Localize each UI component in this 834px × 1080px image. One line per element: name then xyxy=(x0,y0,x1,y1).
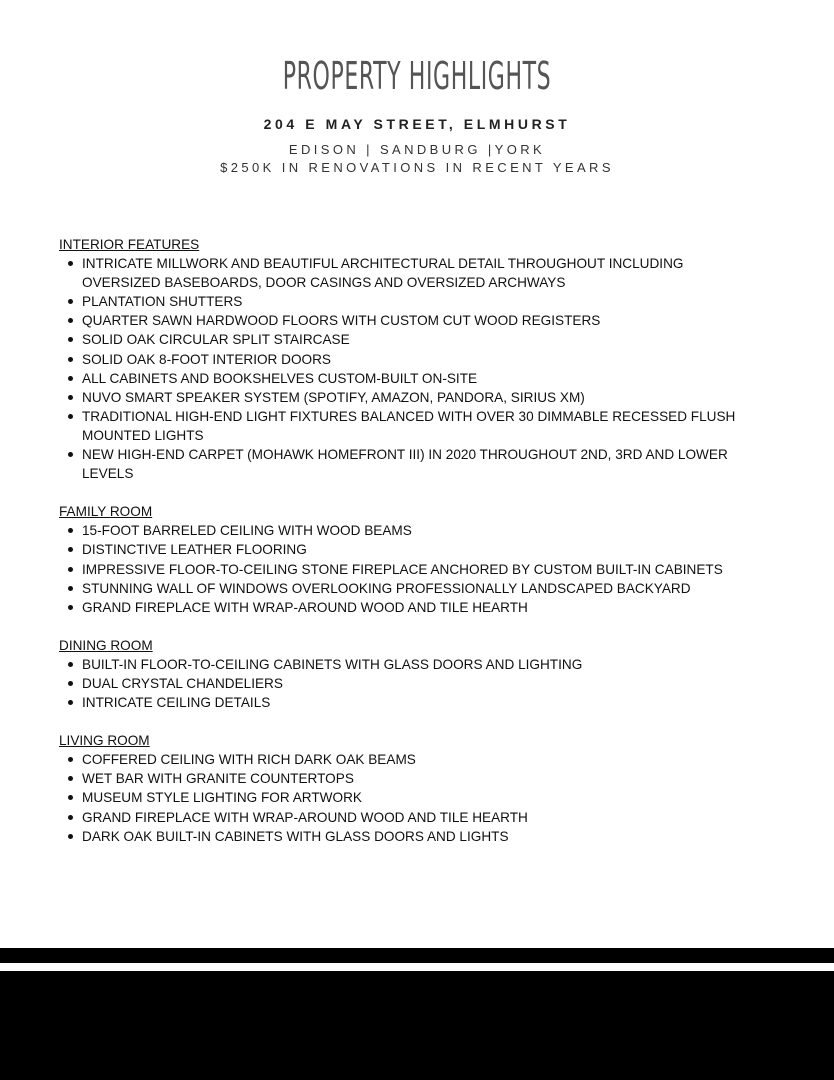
section-family-room xyxy=(59,502,749,617)
list-item: MUSEUM STYLE LIGHTING FOR ARTWORK xyxy=(82,788,749,807)
list-item: BUILT-IN FLOOR-TO-CEILING CABINETS WITH GLASS DOORS AND LIGHTING xyxy=(82,655,749,674)
list-item: SOLID OAK CIRCULAR SPLIT STAIRCASE xyxy=(82,330,749,349)
footer-band xyxy=(0,971,834,1080)
list-item: WET BAR WITH GRANITE COUNTERTOPS xyxy=(82,769,749,788)
list-item: NUVO SMART SPEAKER SYSTEM (SPOTIFY, AMAZON, PANDORA, SIRIUS XM) xyxy=(82,388,749,407)
list-item: DISTINCTIVE LEATHER FLOORING xyxy=(82,540,749,559)
footer-divider-stripe xyxy=(0,948,834,963)
feature-list xyxy=(59,655,749,712)
feature-list xyxy=(59,254,749,483)
section-heading: LIVING ROOM xyxy=(59,733,150,749)
list-item: STUNNING WALL OF WINDOWS OVERLOOKING PROFESSIONALLY LANDSCAPED BACKYARD xyxy=(82,579,749,598)
section-heading: FAMILY ROOM xyxy=(59,504,153,520)
renovations-line: $250K IN RENOVATIONS IN RECENT YEARS xyxy=(220,160,614,175)
list-item: IMPRESSIVE FLOOR-TO-CEILING STONE FIREPLACE ANCHORED BY CUSTOM BUILT-IN CABINETS xyxy=(82,560,749,579)
list-item: DUAL CRYSTAL CHANDELIERS xyxy=(82,674,749,693)
list-item: COFFERED CEILING WITH RICH DARK OAK BEAMS xyxy=(82,750,749,769)
list-item: DARK OAK BUILT-IN CABINETS WITH GLASS DOORS AND LIGHTS xyxy=(82,827,749,846)
list-item: TRADITIONAL HIGH-END LIGHT FIXTURES BALANCED WITH OVER 30 DIMMABLE RECESSED FLUSH MOUNTED LIGHTS xyxy=(82,407,749,445)
highlights-content xyxy=(59,235,749,865)
property-address: 204 E MAY STREET, ELMHURST xyxy=(263,116,571,132)
section-heading: INTERIOR FEATURES xyxy=(59,237,200,252)
list-item: INTRICATE CEILING DETAILS xyxy=(82,693,749,712)
list-item: NEW HIGH-END CARPET (MOHAWK HOMEFRONT III) IN 2020 THROUGHOUT 2ND, 3RD AND LOWER LEVELS xyxy=(82,445,749,483)
list-item: ALL CABINETS AND BOOKSHELVES CUSTOM-BUILT ON-SITE xyxy=(82,369,749,388)
feature-list xyxy=(59,521,749,616)
list-item: 15-FOOT BARRELED CEILING WITH WOOD BEAMS xyxy=(82,521,749,540)
page-title: PROPERTY HIGHLIGHTS xyxy=(282,54,552,98)
list-item: INTRICATE MILLWORK AND BEAUTIFUL ARCHITECTURAL DETAIL THROUGHOUT INCLUDING OVERSIZED BASEBOARDS, DOOR CASINGS AND OVERSIZED ARCHWAYS xyxy=(82,254,749,292)
section-dining-room xyxy=(59,636,749,712)
section-interior-features xyxy=(59,235,749,483)
list-item: GRAND FIREPLACE WITH WRAP-AROUND WOOD AND TILE HEARTH xyxy=(82,808,749,827)
list-item: QUARTER SAWN HARDWOOD FLOORS WITH CUSTOM CUT WOOD REGISTERS xyxy=(82,311,749,330)
list-item: GRAND FIREPLACE WITH WRAP-AROUND WOOD AND TILE HEARTH xyxy=(82,598,749,617)
school-district-line: EDISON | SANDBURG |YORK xyxy=(288,142,546,157)
section-heading: DINING ROOM xyxy=(59,637,153,653)
list-item: PLANTATION SHUTTERS xyxy=(82,292,749,311)
list-item: SOLID OAK 8-FOOT INTERIOR DOORS xyxy=(82,350,749,369)
section-living-room xyxy=(59,731,749,846)
feature-list xyxy=(59,750,749,845)
